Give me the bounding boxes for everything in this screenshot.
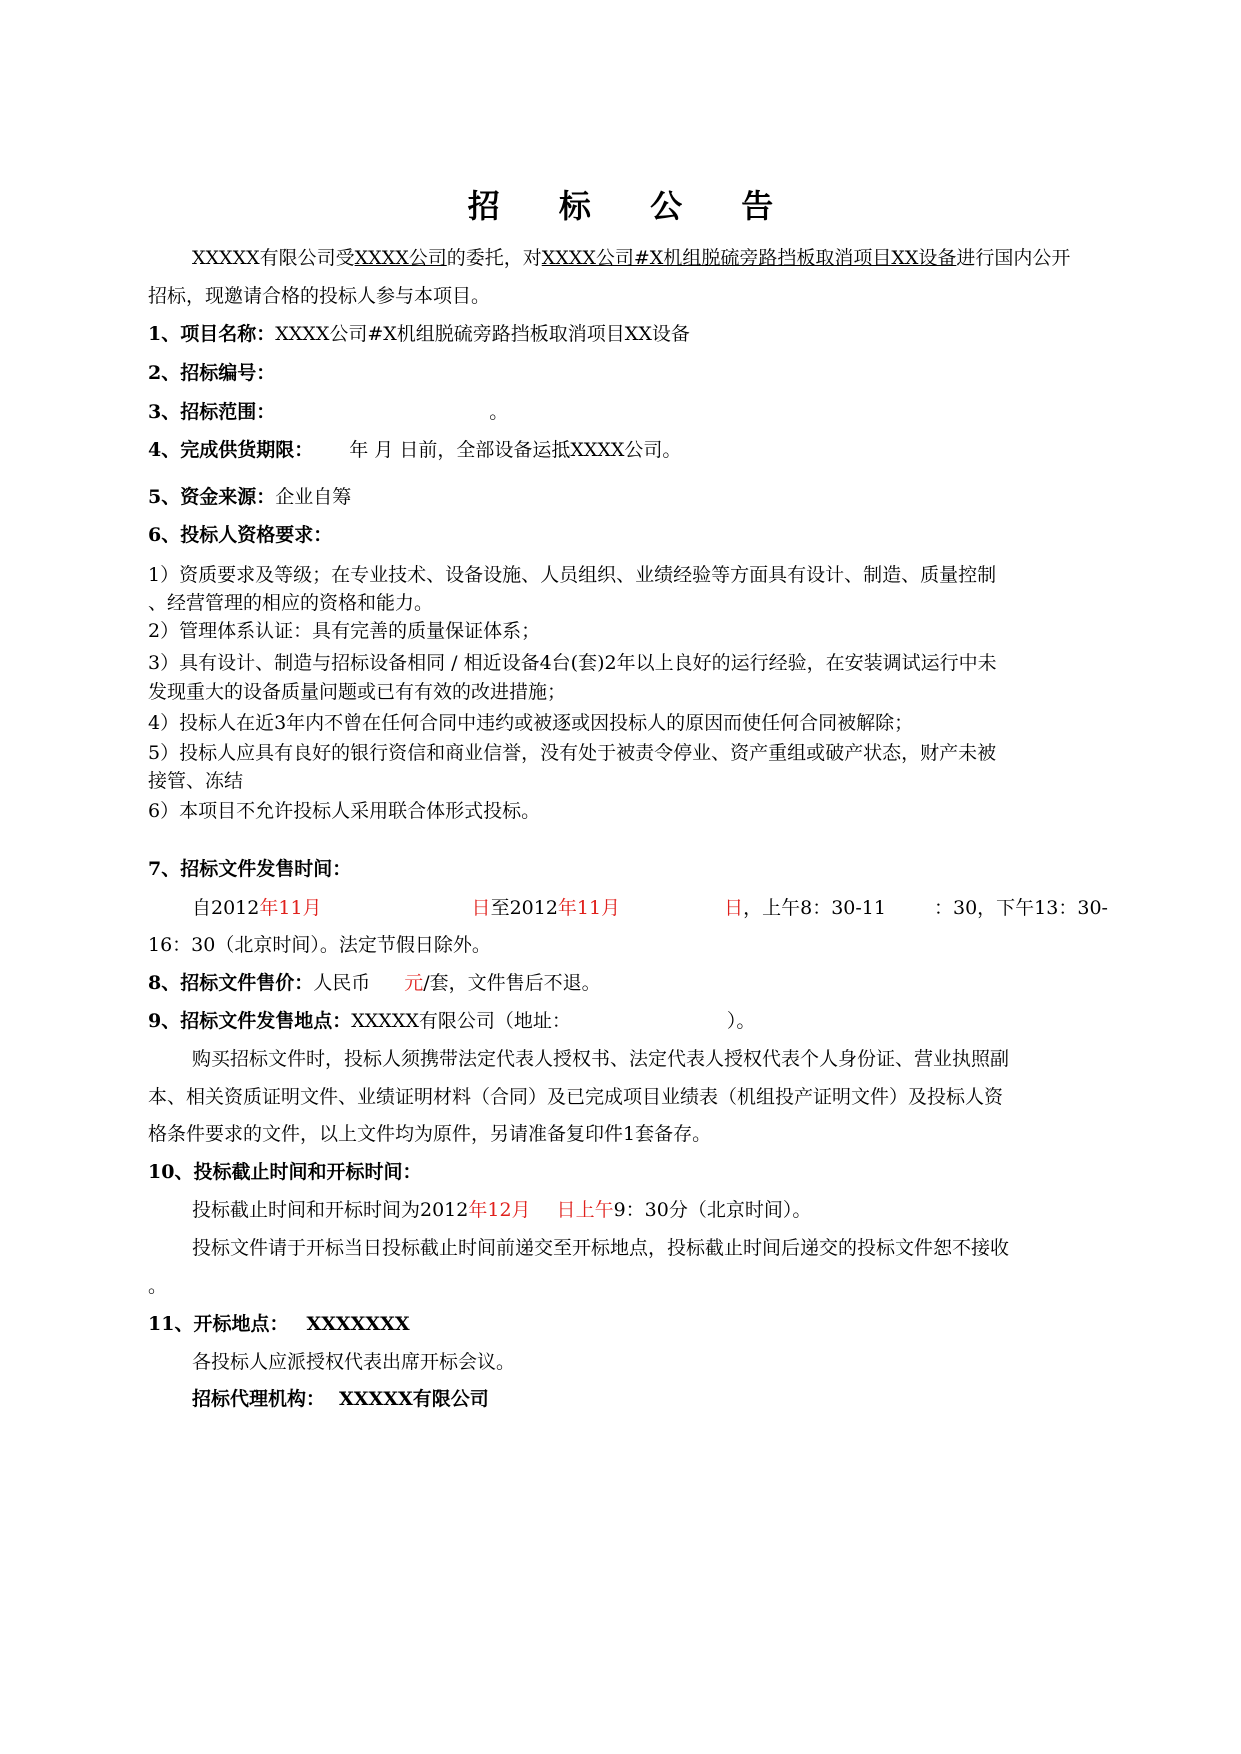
section-document-price: [148, 971, 601, 995]
section-label: 6、投标人资格要求：: [148, 524, 333, 546]
section-label: 1、项目名称：: [148, 323, 276, 345]
qualification-line: 、经营管理的相应的资格和能力。: [148, 592, 434, 614]
section-value: 。: [489, 401, 509, 423]
section-qualification: [148, 523, 332, 547]
section-label: 4、完成供货期限：: [148, 439, 314, 461]
section-sale-location: [148, 1009, 755, 1033]
purchase-paragraph-line: 格条件要求的文件，以上文件均为原件，另请准备复印件1套备存。: [148, 1123, 712, 1145]
purchase-paragraph-line: 本、相关资质证明文件、业绩证明材料（合同）及已完成项目业绩表（机组投产证明文件）及投标人资: [148, 1086, 1004, 1108]
qualification-line: 6）本项目不允许投标人采用联合体形式投标。: [148, 800, 541, 822]
text-run: ：30，下午13：30-: [934, 897, 1108, 919]
purchase-paragraph-line: 购买招标文件时，投标人须携带法定代表人授权书、法定代表人授权代表个人身份证、营业执照副: [192, 1048, 1010, 1070]
agency-value: XXXXX有限公司: [339, 1388, 489, 1410]
highlight-run: 上午: [575, 1199, 614, 1221]
page-title: 招 标 公 告: [467, 187, 798, 225]
intro-client: XXXX公司: [354, 247, 447, 269]
qualification-line: 2）管理体系认证：具有完善的质量保证体系；: [148, 620, 541, 642]
qualification-line: 接管、冻结: [148, 770, 244, 792]
section-label: 3、招标范围：: [148, 401, 276, 423]
intro-line-2: 招标，现邀请合格的投标人参与本项目。: [148, 285, 491, 307]
text-run: 至2012: [490, 897, 558, 919]
highlight-run: 元: [404, 972, 424, 994]
text-run: 投标截止时间和开标时间为2012: [192, 1199, 469, 1221]
section-tender-number: [148, 361, 275, 385]
deadline-line: [192, 1198, 811, 1222]
sale-time-line-1: [192, 896, 1108, 920]
qualification-line: 1）资质要求及等级；在专业技术、设备设施、人员组织、业绩经验等方面具有设计、制造、质量控制: [148, 564, 997, 586]
intro-project: XXXX公司#X机组脱硫旁路挡板取消项目XX设备: [541, 247, 957, 269]
qualification-line: 5）投标人应具有良好的银行资信和商业信誉，没有处于被责令停业、资产重组或破产状态，财产未被: [148, 742, 997, 764]
agency-label: 招标代理机构：: [192, 1388, 326, 1410]
text-run: /套，文件售后不退。: [423, 972, 601, 994]
text-run: 自2012: [192, 897, 260, 919]
text-run: ，上午8：30-11: [743, 897, 886, 919]
section-opening-location: [148, 1312, 410, 1336]
sale-time-line-2: 16：30（北京时间）。法定节假日除外。: [148, 934, 491, 956]
qualification-line: 3）具有设计、制造与招标设备相同 / 相近设备4台(套)2年以上良好的运行经验，在安装调试运行中未: [148, 652, 997, 674]
intro-text: 的委托，对: [446, 247, 542, 269]
qualification-line: 发现重大的设备质量问题或已有有效的改进措施；: [148, 681, 567, 703]
section-value: XXXXXXX: [306, 1313, 410, 1335]
section-deadline-opening: [148, 1160, 421, 1184]
highlight-run: 年11月: [259, 897, 322, 919]
section-label: 7、招标文件发售时间：: [148, 858, 352, 880]
section-value: XXXX公司#X机组脱硫旁路挡板取消项目XX设备: [275, 323, 690, 345]
highlight-run: 年12月: [468, 1199, 531, 1221]
section-label: 5、资金来源：: [148, 486, 276, 508]
intro-line-1: [192, 246, 1070, 270]
section-label: 9、招标文件发售地点：: [148, 1010, 352, 1032]
section-tender-scope: [148, 400, 508, 424]
text-run: 人民币: [313, 972, 371, 994]
intro-text: XXXXX有限公司受: [192, 247, 355, 269]
submission-note-line: 投标文件请于开标当日投标截止时间前递交至开标地点，投标截止时间后递交的投标文件恕不接收: [192, 1237, 1010, 1259]
highlight-run: 日: [556, 1199, 576, 1221]
highlight-run: 日: [724, 897, 744, 919]
text-run: ）。: [726, 1010, 756, 1032]
opening-note: 各投标人应派授权代表出席开标会议。: [192, 1351, 516, 1373]
text-run: XXXXX有限公司（地址：: [351, 1010, 571, 1032]
section-sale-time: [148, 857, 351, 881]
section-project-name: [148, 322, 690, 346]
section-delivery-deadline: [148, 438, 681, 462]
section-value: 企业自筹: [275, 486, 352, 508]
section-funding-source: [148, 485, 351, 509]
section-label: 10、投标截止时间和开标时间：: [148, 1161, 422, 1183]
highlight-run: 年11月: [557, 897, 621, 919]
qualification-line: 4）投标人在近3年内不曾在任何合同中违约或被逐或因投标人的原因而使任何合同被解除；: [148, 712, 914, 734]
text-run: 9：30分（北京时间）。: [613, 1199, 812, 1221]
highlight-run: 日: [471, 897, 491, 919]
intro-text: 进行国内公开: [956, 247, 1071, 269]
section-label: 2、招标编号：: [148, 362, 276, 384]
submission-note-line: 。: [148, 1275, 168, 1297]
section-value: 年 月 日前，全部设备运抵XXXX公司。: [349, 439, 682, 461]
section-label: 11、开标地点：: [148, 1313, 289, 1335]
tender-agency: [192, 1387, 489, 1411]
section-label: 8、招标文件售价：: [148, 972, 314, 994]
